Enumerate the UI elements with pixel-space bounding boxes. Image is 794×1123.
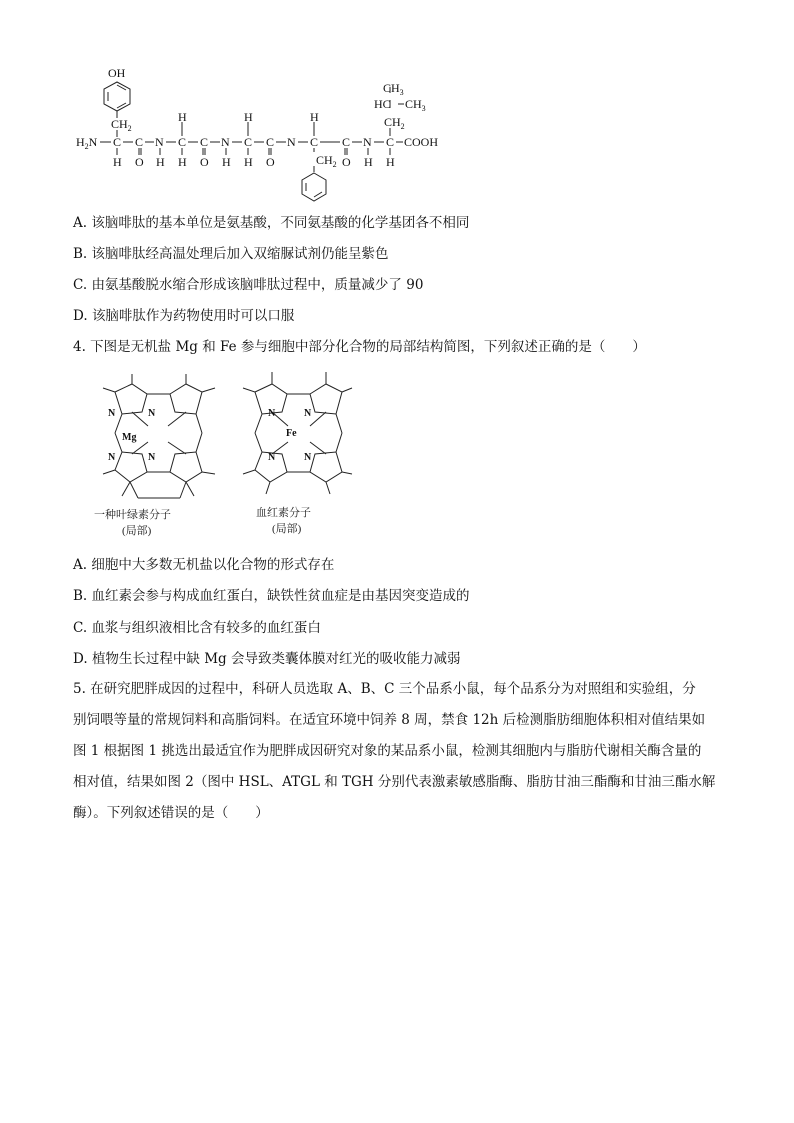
n-atom-label: N bbox=[304, 408, 312, 419]
heme-structure bbox=[243, 372, 352, 494]
ch2-label-leu: $CH_2$ bbox=[384, 115, 405, 131]
atom-c: C bbox=[342, 135, 351, 149]
heme-caption-sub: (局部) bbox=[272, 523, 302, 535]
n-atom-label: N bbox=[148, 452, 156, 463]
atom-c: C bbox=[310, 135, 319, 149]
ch3-label: $CH_3$ bbox=[405, 97, 426, 113]
fe-label: Fe bbox=[286, 428, 297, 439]
mg-label: Mg bbox=[122, 432, 137, 443]
atom-h: H bbox=[386, 155, 395, 169]
atom-h: H bbox=[222, 155, 231, 169]
q3-option-a: A. 该脑啡肽的基本单位是氨基酸，不同氨基酸的化学基团各不相同 bbox=[73, 215, 470, 231]
atom-c: C bbox=[113, 135, 122, 149]
n-atom-label: N bbox=[268, 452, 276, 463]
atom-n: N bbox=[155, 135, 164, 149]
porphyrin-figure bbox=[60, 362, 360, 542]
q3-option-d: D. 该脑啡肽作为药物使用时可以口服 bbox=[73, 308, 295, 324]
atom-h: H bbox=[178, 110, 187, 124]
atom-o: O bbox=[342, 155, 351, 169]
oh-label: OH bbox=[108, 66, 126, 80]
q4-option-c: C. 血浆与组织液相比含有较多的血红蛋白 bbox=[73, 620, 321, 636]
atom-o: O bbox=[200, 155, 209, 169]
hc-label: HC bbox=[374, 97, 391, 111]
q5-stem: 5. 在研究肥胖成因的过程中，科研人员选取 A、B、C 三个品系小鼠，每个品系分为对照组和实验组，分 别饲喂等量的常规饲料和高脂饲料。在适宜环境中饲养 8 周，禁食 12h 后检测脂肪细胞体积相对值结果如 图 1 根据图 1 挑选出最适宜作为肥胖成因研究对象的某品系小鼠，检测其细胞内与脂肪代谢相关酶含量的 相对值，结果如图 2（图中 HSL、ATGL 和 TGH 分别代表激素敏感脂酶、脂肪甘油三酯酶和甘油三酯水解 酶）。下列叙述错误的是（ ） bbox=[73, 681, 716, 821]
ch2-label-tyr: $CH_2$ bbox=[111, 117, 132, 133]
atom-h: H bbox=[178, 155, 187, 169]
atom-c: C bbox=[244, 135, 253, 149]
atom-o: O bbox=[266, 155, 275, 169]
atom-n: N bbox=[287, 135, 296, 149]
atom-n: N bbox=[363, 135, 372, 149]
q4-option-d: D. 植物生长过程中缺 Mg 会导致类囊体膜对红光的吸收能力减弱 bbox=[73, 651, 461, 667]
chlorophyll-caption-sub: (局部) bbox=[122, 525, 152, 537]
q3-option-b: B. 该脑啡肽经高温处理后加入双缩脲试剂仍能呈紫色 bbox=[73, 246, 389, 262]
atom-h: H bbox=[244, 155, 253, 169]
chlorophyll-caption: 一种叶绿素分子 bbox=[94, 509, 171, 521]
heme-caption: 血红素分子 bbox=[256, 507, 311, 519]
cooh-label: COOH bbox=[404, 135, 439, 149]
atom-n: N bbox=[221, 135, 230, 149]
n-atom-label: N bbox=[148, 408, 156, 419]
q3-option-c: C. 由氨基酸脱水缩合形成该脑啡肽过程中，质量减少了 90 bbox=[73, 277, 424, 293]
q4-option-b: B. 血红素会参与构成血红蛋白，缺铁性贫血症是由基因突变造成的 bbox=[73, 588, 470, 604]
atom-c: C bbox=[266, 135, 275, 149]
chlorophyll-structure bbox=[103, 374, 215, 498]
atom-o: O bbox=[135, 155, 144, 169]
atom-h: H bbox=[156, 155, 165, 169]
n-atom-label: N bbox=[108, 408, 116, 419]
atom-c: C bbox=[200, 135, 209, 149]
ch3-label: $CH_3$ bbox=[383, 81, 404, 97]
q4-option-a: A. 细胞中大多数无机盐以化合物的形式存在 bbox=[73, 557, 335, 573]
n-atom-label: N bbox=[268, 408, 276, 419]
atom-c: C bbox=[386, 135, 395, 149]
atom-h: H bbox=[364, 155, 373, 169]
q4-stem: 4. 下图是无机盐 Mg 和 Fe 参与细胞中部分化合物的局部结构简图，下列叙述正确的是（ ） bbox=[73, 339, 646, 355]
atom-h: H bbox=[310, 110, 319, 124]
n-atom-label: N bbox=[304, 452, 312, 463]
atom-h: H bbox=[244, 110, 253, 124]
h2n-label: $H_2N$ bbox=[76, 135, 98, 151]
atom-h: H bbox=[113, 155, 122, 169]
ch2-label-phe: $CH_2$ bbox=[316, 153, 337, 169]
atom-c: C bbox=[135, 135, 144, 149]
n-atom-label: N bbox=[108, 452, 116, 463]
atom-c: C bbox=[178, 135, 187, 149]
